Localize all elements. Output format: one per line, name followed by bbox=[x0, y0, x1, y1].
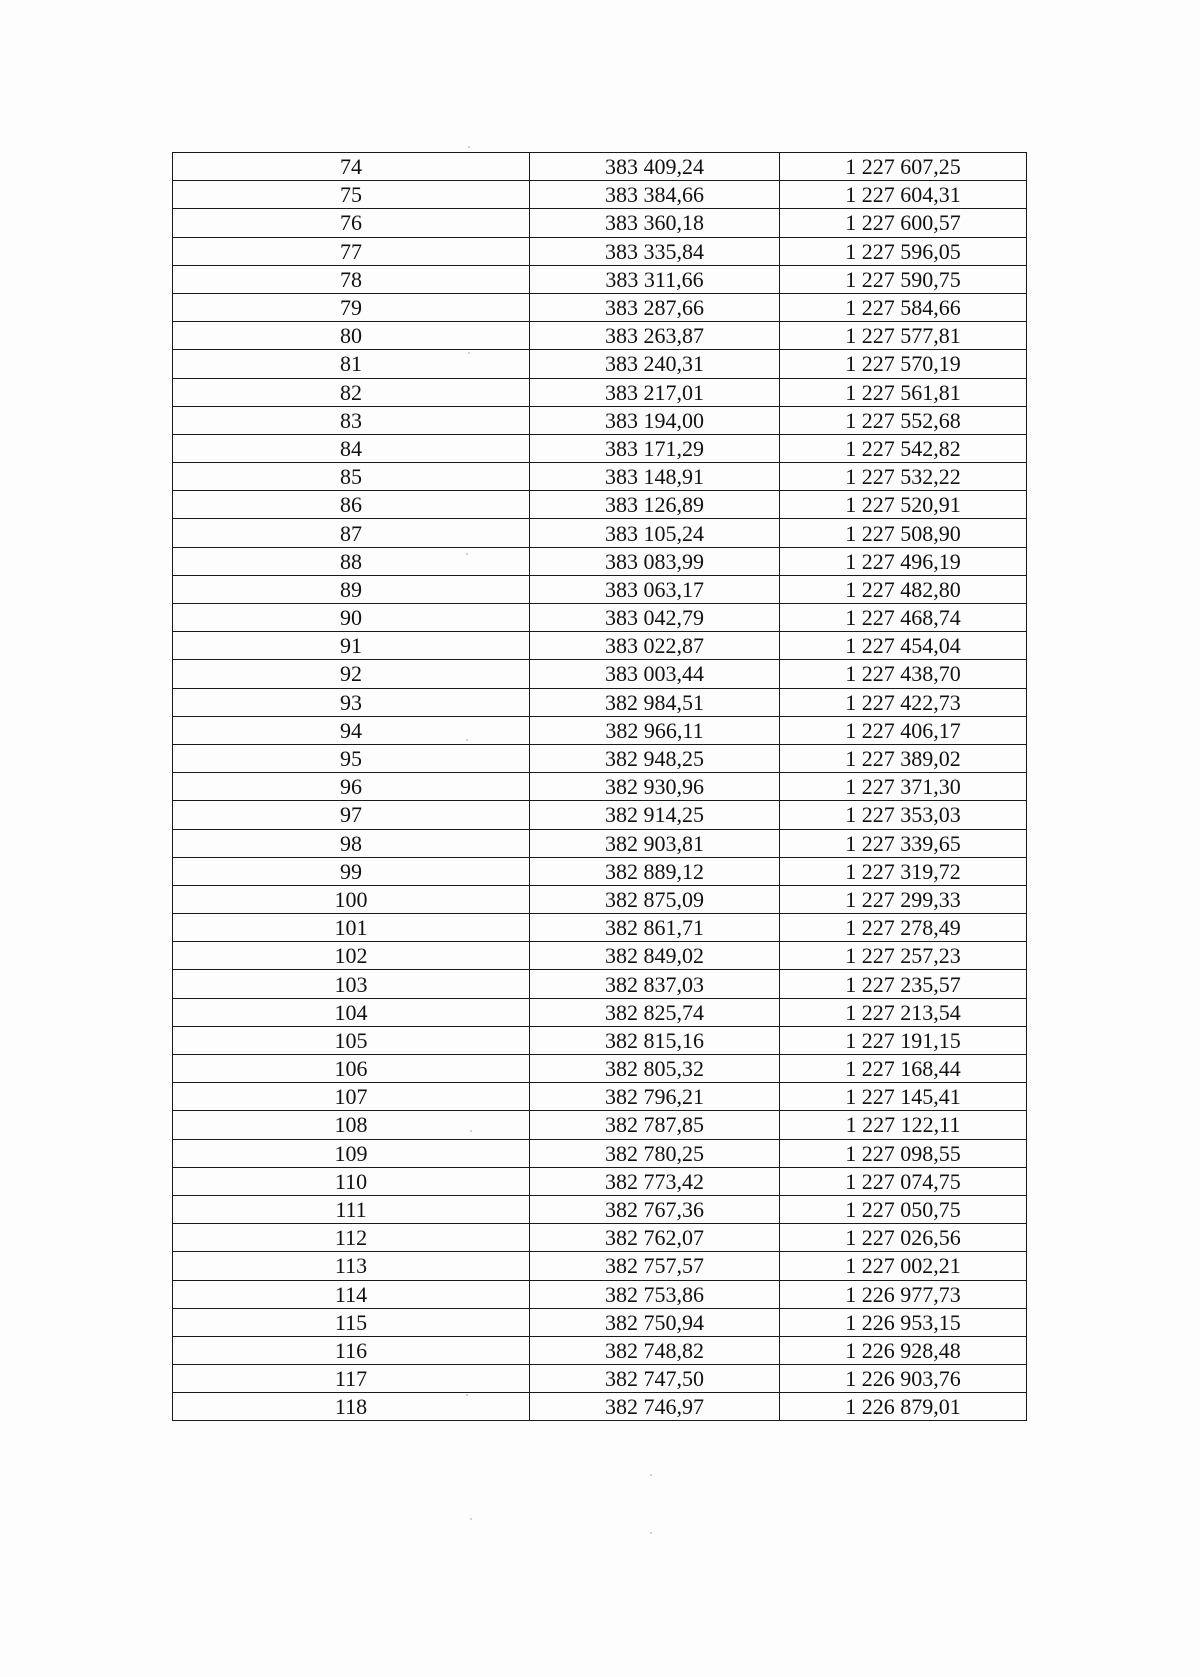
point-number-cell: 91 bbox=[173, 632, 530, 660]
x-coordinate-cell: 382 757,57 bbox=[530, 1252, 780, 1280]
x-coordinate-cell: 383 311,66 bbox=[530, 265, 780, 293]
y-coordinate-cell: 1 227 319,72 bbox=[780, 857, 1027, 885]
x-coordinate-cell: 382 805,32 bbox=[530, 1055, 780, 1083]
x-coordinate-cell: 383 022,87 bbox=[530, 632, 780, 660]
x-coordinate-cell: 383 063,17 bbox=[530, 575, 780, 603]
table-row bbox=[173, 1139, 1027, 1167]
table-row bbox=[173, 181, 1027, 209]
y-coordinate-cell: 1 227 468,74 bbox=[780, 604, 1027, 632]
point-number-cell: 97 bbox=[173, 801, 530, 829]
x-coordinate-cell: 383 042,79 bbox=[530, 604, 780, 632]
y-coordinate-cell: 1 226 953,15 bbox=[780, 1308, 1027, 1336]
x-coordinate-cell: 383 409,24 bbox=[530, 153, 780, 181]
scan-speck bbox=[470, 1130, 472, 1132]
y-coordinate-cell: 1 227 074,75 bbox=[780, 1167, 1027, 1195]
point-number-cell: 118 bbox=[173, 1393, 530, 1421]
table-row bbox=[173, 801, 1027, 829]
table-row bbox=[173, 434, 1027, 462]
point-number-cell: 101 bbox=[173, 914, 530, 942]
x-coordinate-cell: 383 105,24 bbox=[530, 519, 780, 547]
table-row bbox=[173, 209, 1027, 237]
y-coordinate-cell: 1 227 542,82 bbox=[780, 434, 1027, 462]
point-number-cell: 107 bbox=[173, 1083, 530, 1111]
y-coordinate-cell: 1 227 532,22 bbox=[780, 463, 1027, 491]
y-coordinate-cell: 1 227 235,57 bbox=[780, 970, 1027, 998]
table-row bbox=[173, 970, 1027, 998]
x-coordinate-cell: 382 849,02 bbox=[530, 942, 780, 970]
table-row bbox=[173, 1336, 1027, 1364]
y-coordinate-cell: 1 226 977,73 bbox=[780, 1280, 1027, 1308]
scan-speck bbox=[650, 1474, 652, 1476]
table-row bbox=[173, 914, 1027, 942]
x-coordinate-cell: 383 240,31 bbox=[530, 350, 780, 378]
scan-speck bbox=[466, 1394, 468, 1396]
y-coordinate-cell: 1 227 607,25 bbox=[780, 153, 1027, 181]
point-number-cell: 94 bbox=[173, 716, 530, 744]
x-coordinate-cell: 382 903,81 bbox=[530, 829, 780, 857]
y-coordinate-cell: 1 227 213,54 bbox=[780, 998, 1027, 1026]
point-number-cell: 104 bbox=[173, 998, 530, 1026]
y-coordinate-cell: 1 227 406,17 bbox=[780, 716, 1027, 744]
y-coordinate-cell: 1 227 191,15 bbox=[780, 1026, 1027, 1054]
table-row bbox=[173, 942, 1027, 970]
x-coordinate-cell: 382 889,12 bbox=[530, 857, 780, 885]
table-row bbox=[173, 153, 1027, 181]
y-coordinate-cell: 1 227 002,21 bbox=[780, 1252, 1027, 1280]
x-coordinate-cell: 382 767,36 bbox=[530, 1195, 780, 1223]
table-row bbox=[173, 1111, 1027, 1139]
y-coordinate-cell: 1 227 590,75 bbox=[780, 265, 1027, 293]
y-coordinate-cell: 1 227 098,55 bbox=[780, 1139, 1027, 1167]
x-coordinate-cell: 382 750,94 bbox=[530, 1308, 780, 1336]
table-row bbox=[173, 632, 1027, 660]
table-row bbox=[173, 1167, 1027, 1195]
x-coordinate-cell: 383 194,00 bbox=[530, 406, 780, 434]
x-coordinate-cell: 382 966,11 bbox=[530, 716, 780, 744]
x-coordinate-cell: 383 003,44 bbox=[530, 660, 780, 688]
point-number-cell: 95 bbox=[173, 744, 530, 772]
point-number-cell: 77 bbox=[173, 237, 530, 265]
x-coordinate-cell: 382 746,97 bbox=[530, 1393, 780, 1421]
table-row bbox=[173, 716, 1027, 744]
table-row bbox=[173, 1308, 1027, 1336]
table-row bbox=[173, 773, 1027, 801]
point-number-cell: 99 bbox=[173, 857, 530, 885]
x-coordinate-cell: 383 263,87 bbox=[530, 322, 780, 350]
x-coordinate-cell: 382 748,82 bbox=[530, 1336, 780, 1364]
point-number-cell: 87 bbox=[173, 519, 530, 547]
x-coordinate-cell: 382 930,96 bbox=[530, 773, 780, 801]
y-coordinate-cell: 1 226 879,01 bbox=[780, 1393, 1027, 1421]
y-coordinate-cell: 1 227 570,19 bbox=[780, 350, 1027, 378]
table-row bbox=[173, 1393, 1027, 1421]
x-coordinate-cell: 383 148,91 bbox=[530, 463, 780, 491]
x-coordinate-cell: 382 747,50 bbox=[530, 1365, 780, 1393]
scan-speck bbox=[466, 739, 468, 741]
scan-speck bbox=[650, 1532, 652, 1534]
y-coordinate-cell: 1 227 596,05 bbox=[780, 237, 1027, 265]
point-number-cell: 117 bbox=[173, 1365, 530, 1393]
x-coordinate-cell: 383 384,66 bbox=[530, 181, 780, 209]
table-row bbox=[173, 885, 1027, 913]
x-coordinate-cell: 383 083,99 bbox=[530, 547, 780, 575]
point-number-cell: 89 bbox=[173, 575, 530, 603]
point-number-cell: 106 bbox=[173, 1055, 530, 1083]
table-row bbox=[173, 378, 1027, 406]
point-number-cell: 116 bbox=[173, 1336, 530, 1364]
table-row bbox=[173, 547, 1027, 575]
x-coordinate-cell: 382 837,03 bbox=[530, 970, 780, 998]
point-number-cell: 112 bbox=[173, 1224, 530, 1252]
table-row bbox=[173, 1083, 1027, 1111]
table-row bbox=[173, 575, 1027, 603]
y-coordinate-cell: 1 227 339,65 bbox=[780, 829, 1027, 857]
x-coordinate-cell: 383 126,89 bbox=[530, 491, 780, 519]
x-coordinate-cell: 382 875,09 bbox=[530, 885, 780, 913]
x-coordinate-cell: 382 796,21 bbox=[530, 1083, 780, 1111]
table-row bbox=[173, 265, 1027, 293]
y-coordinate-cell: 1 227 496,19 bbox=[780, 547, 1027, 575]
point-number-cell: 96 bbox=[173, 773, 530, 801]
x-coordinate-cell: 382 762,07 bbox=[530, 1224, 780, 1252]
table-row bbox=[173, 463, 1027, 491]
y-coordinate-cell: 1 226 903,76 bbox=[780, 1365, 1027, 1393]
point-number-cell: 79 bbox=[173, 293, 530, 321]
scan-speck bbox=[468, 352, 470, 354]
y-coordinate-cell: 1 227 299,33 bbox=[780, 885, 1027, 913]
y-coordinate-cell: 1 227 604,31 bbox=[780, 181, 1027, 209]
y-coordinate-cell: 1 227 278,49 bbox=[780, 914, 1027, 942]
y-coordinate-cell: 1 227 561,81 bbox=[780, 378, 1027, 406]
point-number-cell: 92 bbox=[173, 660, 530, 688]
table-row bbox=[173, 1195, 1027, 1223]
point-number-cell: 80 bbox=[173, 322, 530, 350]
table-row bbox=[173, 1224, 1027, 1252]
point-number-cell: 111 bbox=[173, 1195, 530, 1223]
point-number-cell: 81 bbox=[173, 350, 530, 378]
y-coordinate-cell: 1 227 026,56 bbox=[780, 1224, 1027, 1252]
table-row bbox=[173, 829, 1027, 857]
table-row bbox=[173, 688, 1027, 716]
table-row bbox=[173, 293, 1027, 321]
y-coordinate-cell: 1 226 928,48 bbox=[780, 1336, 1027, 1364]
table-row bbox=[173, 1365, 1027, 1393]
x-coordinate-cell: 383 360,18 bbox=[530, 209, 780, 237]
coordinates-table bbox=[172, 152, 1027, 1421]
x-coordinate-cell: 382 773,42 bbox=[530, 1167, 780, 1195]
y-coordinate-cell: 1 227 122,11 bbox=[780, 1111, 1027, 1139]
scan-speck bbox=[466, 553, 468, 555]
table-row bbox=[173, 1026, 1027, 1054]
point-number-cell: 110 bbox=[173, 1167, 530, 1195]
y-coordinate-cell: 1 227 438,70 bbox=[780, 660, 1027, 688]
point-number-cell: 75 bbox=[173, 181, 530, 209]
table-row bbox=[173, 322, 1027, 350]
table-row bbox=[173, 519, 1027, 547]
x-coordinate-cell: 382 753,86 bbox=[530, 1280, 780, 1308]
y-coordinate-cell: 1 227 371,30 bbox=[780, 773, 1027, 801]
x-coordinate-cell: 382 815,16 bbox=[530, 1026, 780, 1054]
y-coordinate-cell: 1 227 168,44 bbox=[780, 1055, 1027, 1083]
x-coordinate-cell: 382 984,51 bbox=[530, 688, 780, 716]
point-number-cell: 108 bbox=[173, 1111, 530, 1139]
table-row bbox=[173, 350, 1027, 378]
y-coordinate-cell: 1 227 482,80 bbox=[780, 575, 1027, 603]
point-number-cell: 88 bbox=[173, 547, 530, 575]
point-number-cell: 102 bbox=[173, 942, 530, 970]
point-number-cell: 82 bbox=[173, 378, 530, 406]
point-number-cell: 98 bbox=[173, 829, 530, 857]
x-coordinate-cell: 382 948,25 bbox=[530, 744, 780, 772]
table-row bbox=[173, 1252, 1027, 1280]
point-number-cell: 74 bbox=[173, 153, 530, 181]
x-coordinate-cell: 382 914,25 bbox=[530, 801, 780, 829]
y-coordinate-cell: 1 227 145,41 bbox=[780, 1083, 1027, 1111]
point-number-cell: 93 bbox=[173, 688, 530, 716]
point-number-cell: 78 bbox=[173, 265, 530, 293]
y-coordinate-cell: 1 227 600,57 bbox=[780, 209, 1027, 237]
point-number-cell: 83 bbox=[173, 406, 530, 434]
x-coordinate-cell: 383 287,66 bbox=[530, 293, 780, 321]
y-coordinate-cell: 1 227 508,90 bbox=[780, 519, 1027, 547]
x-coordinate-cell: 382 861,71 bbox=[530, 914, 780, 942]
x-coordinate-cell: 383 335,84 bbox=[530, 237, 780, 265]
table-row bbox=[173, 604, 1027, 632]
y-coordinate-cell: 1 227 552,68 bbox=[780, 406, 1027, 434]
point-number-cell: 85 bbox=[173, 463, 530, 491]
table-row bbox=[173, 1280, 1027, 1308]
y-coordinate-cell: 1 227 353,03 bbox=[780, 801, 1027, 829]
scan-speck bbox=[470, 1518, 472, 1520]
scan-speck bbox=[468, 146, 470, 148]
table-row bbox=[173, 744, 1027, 772]
y-coordinate-cell: 1 227 454,04 bbox=[780, 632, 1027, 660]
y-coordinate-cell: 1 227 422,73 bbox=[780, 688, 1027, 716]
y-coordinate-cell: 1 227 584,66 bbox=[780, 293, 1027, 321]
x-coordinate-cell: 383 171,29 bbox=[530, 434, 780, 462]
point-number-cell: 84 bbox=[173, 434, 530, 462]
x-coordinate-cell: 382 780,25 bbox=[530, 1139, 780, 1167]
coordinates-table-body bbox=[173, 153, 1027, 1421]
point-number-cell: 76 bbox=[173, 209, 530, 237]
x-coordinate-cell: 382 787,85 bbox=[530, 1111, 780, 1139]
table-row bbox=[173, 857, 1027, 885]
point-number-cell: 86 bbox=[173, 491, 530, 519]
point-number-cell: 90 bbox=[173, 604, 530, 632]
y-coordinate-cell: 1 227 050,75 bbox=[780, 1195, 1027, 1223]
table-row bbox=[173, 1055, 1027, 1083]
point-number-cell: 103 bbox=[173, 970, 530, 998]
y-coordinate-cell: 1 227 520,91 bbox=[780, 491, 1027, 519]
point-number-cell: 113 bbox=[173, 1252, 530, 1280]
x-coordinate-cell: 383 217,01 bbox=[530, 378, 780, 406]
table-row bbox=[173, 660, 1027, 688]
x-coordinate-cell: 382 825,74 bbox=[530, 998, 780, 1026]
table-row bbox=[173, 998, 1027, 1026]
table-row bbox=[173, 491, 1027, 519]
point-number-cell: 115 bbox=[173, 1308, 530, 1336]
y-coordinate-cell: 1 227 389,02 bbox=[780, 744, 1027, 772]
table-row bbox=[173, 406, 1027, 434]
point-number-cell: 105 bbox=[173, 1026, 530, 1054]
point-number-cell: 114 bbox=[173, 1280, 530, 1308]
y-coordinate-cell: 1 227 257,23 bbox=[780, 942, 1027, 970]
point-number-cell: 100 bbox=[173, 885, 530, 913]
y-coordinate-cell: 1 227 577,81 bbox=[780, 322, 1027, 350]
point-number-cell: 109 bbox=[173, 1139, 530, 1167]
table-row bbox=[173, 237, 1027, 265]
